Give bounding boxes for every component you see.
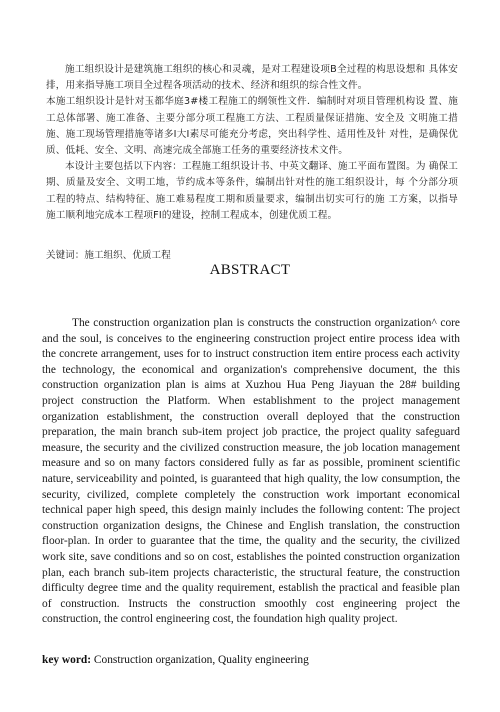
chinese-paragraph-2: 本施工组织设计是针对玉都华庭3#楼工程施工的纲领性文件．编制时对项目管理机构设 置、施工总体部署、施工准备、主要分部分项工程施工方法、工程质量保证措施、安全及 文明施工措施、施工现场管理措施等诸多I大I素尽可能充分考虑，突出科学性、适用性及针 对性，是确保优质、低耗、安全、文明、高速完成全部施工任务的重要经济技术文件。 <box>46 96 458 157</box>
abstract-title: ABSTRACT <box>209 262 291 278</box>
english-keywords-label: key word: <box>42 654 92 666</box>
chinese-paragraph-1: 施工组织设计是建筑施工组织的核心和灵魂，是对工程建设项B全过程的构思设想和 具体安排，用来指导施工项目全过程各项活动的技术、经济和组织的综合性文件。 <box>46 64 458 92</box>
chinese-abstract <box>46 62 458 224</box>
chinese-keywords: 关键词：施工组织、优质工程 <box>46 250 171 261</box>
english-keywords <box>42 654 309 666</box>
english-abstract <box>42 316 460 628</box>
english-abstract-body: The construction organization plan is constructs the construction organization^ core and the soul, is conceives to the engineering construction project entire process idea with the concrete arrangement, uses for to instruct construction item entire process each activity the technology, the economical and organization's comprehensive document, the this construction organization plan is aims at Xuzhou Hua Peng Jiayuan the 28# building project construction the Platform. When establishment to the project management organization establishment, the construction overall deployed that the construction preparation, the main branch sub-item project job practice, the project quality safeguard measure, the security and the civilized construction measure, the job location management measure and so on many factors considered fully as far as possible, prominent scientific nature, serviceability and pointed, is guaranteed that high quality, the low consumption, the security, civilized, complete completely the construction work important economical technical paper high speed, this design mainly includes the following content: The project construction organization designs, the Chinese and English translation, the construction floor-plan. In order to guarantee that the time, the quality and the security, the civilized work site, save conditions and so on cost, establishes the pointed construction organization plan, each branch sub-item projects characteristic, the structural feature, the construction difficulty degree time and the quality requirement, establish the practical and feasible plan of construction. Instructs the construction smoothly cost engineering project the construction, the control engineering cost, the foundation high quality project. <box>42 317 460 626</box>
chinese-paragraph-3: 本设计主要包括以下内容：工程施工组织设计书、中英文翻译、施工平面布置图。为 确保工期、质量及安全、文明工地，节约成本等条件，编制出针对性的施工组织设计，每 个分部分项工程的特点、结构特征、施工难易程度工期和质量要求，编制出切实可行的施 工方案，以指导施工顺利地完成本工程项FI的建设，控制工程成本，创建优质工程。 <box>46 161 458 221</box>
english-keywords-value: Construction organization, Quality engineering <box>93 654 309 666</box>
